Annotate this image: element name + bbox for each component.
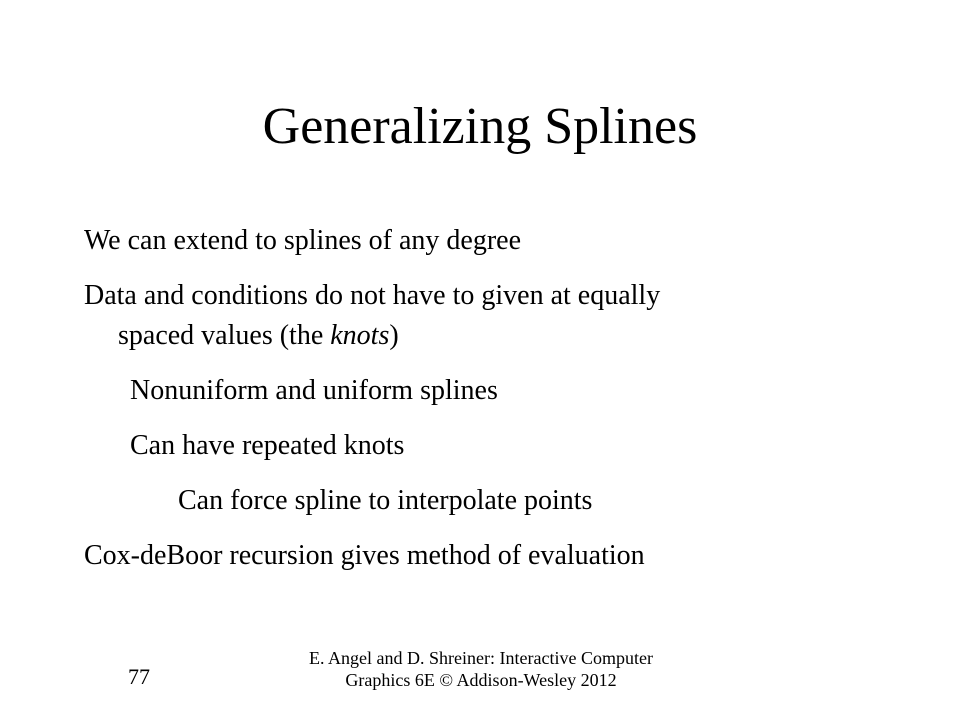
- bullet-text-end: ): [389, 320, 399, 351]
- bullet-text: spaced values (the: [118, 320, 331, 351]
- bullet-data-conditions: Data and conditions do not have to given at equally: [84, 280, 661, 311]
- footer-credit-line-2: Graphics 6E © Addison-Wesley 2012: [345, 670, 617, 690]
- page-number: 77: [128, 664, 150, 689]
- bullet-extend-degree: We can extend to splines of any degree: [84, 225, 522, 256]
- footer-credit: [258, 647, 704, 691]
- subbullet-repeated-knots: Can have repeated knots: [130, 430, 405, 461]
- subsubbullet-interpolate: Can force spline to interpolate points: [178, 485, 593, 516]
- subbullet-nonuniform: Nonuniform and uniform splines: [130, 375, 498, 406]
- footer-credit-line-1: E. Angel and D. Shreiner: Interactive Computer: [309, 648, 653, 668]
- bullet-cox-deboor: Cox-deBoor recursion gives method of evaluation: [84, 540, 645, 571]
- slide-title: Generalizing Splines: [262, 98, 698, 155]
- bullet-data-conditions-continued: [118, 318, 399, 354]
- knots-emphasis: knots: [330, 320, 390, 351]
